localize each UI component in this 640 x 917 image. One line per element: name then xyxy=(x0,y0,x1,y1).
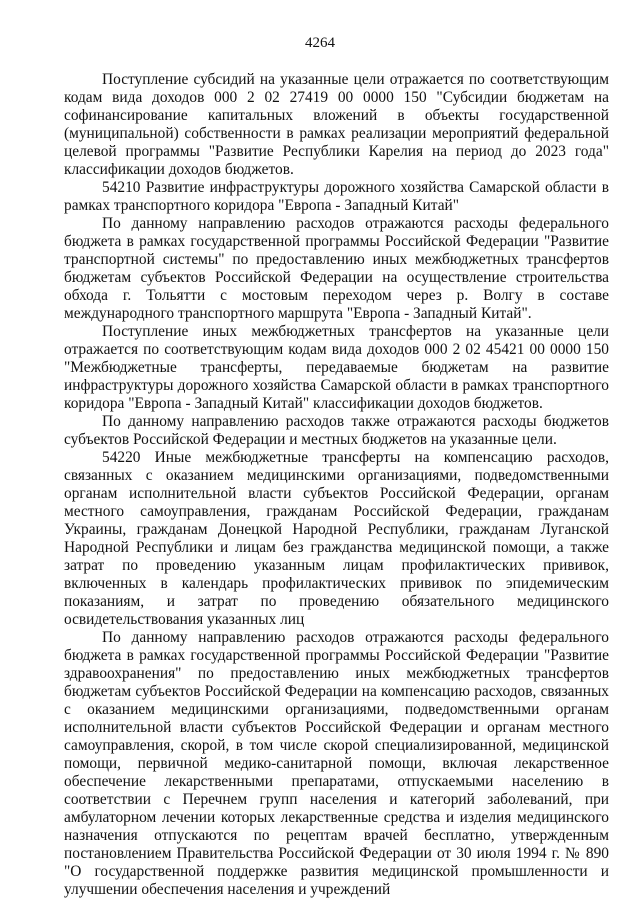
paragraph-54210-heading: 54210 Развитие инфраструктуры дорожного хозяйства Самарской области в рамках транспортного коридора "Европа - Западный Китай" xyxy=(64,179,609,214)
paragraph-54220-heading: 54220 Иные межбюджетные трансферты на компенсацию расходов, связанных с оказанием медицинскими организациями, подведомственными органам исполнительной власти субъектов Российской Федерации, органам местного самоуправления, гражданам Российской Федерации, гражданам Украины, гражданам Донецкой Народной Республики, гражданам Луганской Народной Республики и лицам без гражданства медицинской помощи, а также затрат по проведению указанным лицам профилактических прививок, включенных в календарь профилактических прививок по эпидемическим показаниям, и затрат по проведению обязательного медицинского освидетельствования указанных лиц xyxy=(64,449,609,628)
paragraph-54220-expenses: По данному направлению расходов отражаются расходы федерального бюджета в рамках государственной программы Российской Федерации "Развитие здравоохранения" по предоставлению иных межбюджетных трансфертов бюджетам субъектов Российской Федерации на компенсацию расходов, связанных с оказанием медицинскими организациями, подведомственными органам исполнительной власти субъектов Российской Федерации и органам местного самоуправления, скорой, в том числе скорой специализированной, медицинской помощи, первичной медико-санитарной помощи, включая лекарственное обеспечение лекарственными препаратами, отпускаемыми населению в соответствии с Перечнем групп населения и категорий заболеваний, при амбулаторном лечении которых лекарственные средства и изделия медицинского назначения отпускаются по рецептам врачей бесплатно, утвержденным постановлением Правительства Российской Федерации от 30 июля 1994 г. № 890 "О государственной поддержке развития медицинской промышленности и улучшении обеспечения населения и учреждений xyxy=(64,629,609,898)
paragraph-54210-expenses: По данному направлению расходов отражаются расходы федерального бюджета в рамках государственной программы Российской Федерации "Развитие транспортной системы" по предоставлению иных межбюджетных трансфертов бюджетам субъектов Российской Федерации на осуществление строительства обхода г. Тольятти с мостовым переходом через р. Волгу в составе международного транспортного маршрута "Европа - Западный Китай". xyxy=(64,215,609,322)
page-number: 4264 xyxy=(305,35,335,51)
paragraph-54210-regional: По данному направлению расходов также отражаются расходы бюджетов субъектов Российской Федерации и местных бюджетов на указанные цели. xyxy=(64,413,609,448)
document-body xyxy=(64,71,609,899)
paragraph-54210-income: Поступление иных межбюджетных трансфертов на указанные цели отражается по соответствующим кодам вида доходов 000 2 02 45421 00 0000 150 "Межбюджетные трансферты, передаваемые бюджетам на развитие инфраструктуры дорожного хозяйства Самарской области в рамках транспортного коридора "Европа - Западный Китай" классификации доходов бюджетов. xyxy=(64,323,609,412)
paragraph-subsidies-income: Поступление субсидий на указанные цели отражается по соответствующим кодам вида доходов 000 2 02 27419 00 0000 150 "Субсидии бюджетам на софинансирование капитальных вложений в объекты государственной (муниципальной) собственности в рамках реализации мероприятий федеральной целевой программы "Развитие Республики Карелия на период до 2023 года" классификации доходов бюджетов. xyxy=(64,71,609,178)
